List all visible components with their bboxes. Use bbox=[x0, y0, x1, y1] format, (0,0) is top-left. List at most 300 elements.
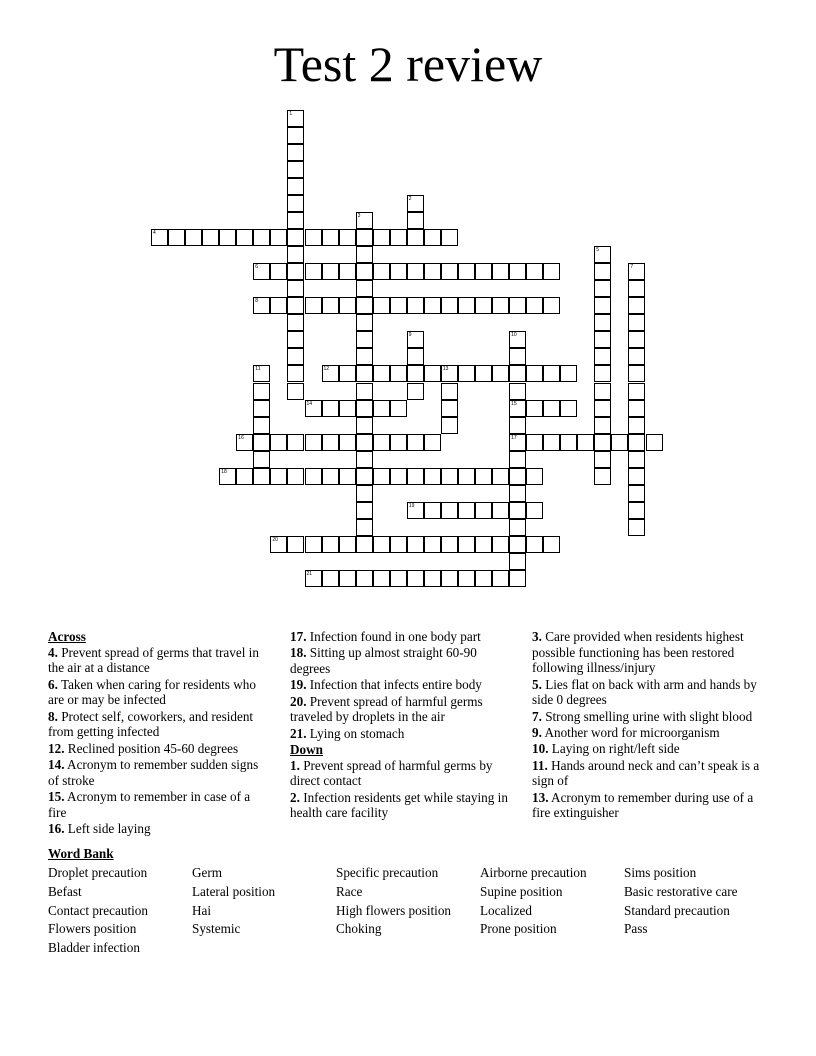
grid-cell[interactable] bbox=[270, 434, 287, 451]
grid-cell[interactable] bbox=[441, 383, 458, 400]
grid-cell[interactable] bbox=[356, 502, 373, 519]
grid-cell[interactable] bbox=[441, 365, 458, 382]
grid-cell[interactable] bbox=[287, 161, 304, 178]
grid-cell[interactable] bbox=[253, 229, 270, 246]
grid-cell[interactable] bbox=[424, 536, 441, 553]
grid-cell[interactable] bbox=[356, 536, 373, 553]
grid-cell[interactable] bbox=[492, 365, 509, 382]
grid-cell[interactable] bbox=[253, 451, 270, 468]
grid-cell[interactable] bbox=[509, 570, 526, 587]
grid-cell[interactable] bbox=[339, 263, 356, 280]
grid-cell[interactable] bbox=[458, 365, 475, 382]
clue-number: 7 bbox=[630, 264, 634, 271]
grid-cell[interactable] bbox=[356, 570, 373, 587]
grid-cell[interactable] bbox=[594, 297, 611, 314]
grid-cell[interactable] bbox=[577, 434, 594, 451]
grid-cell[interactable] bbox=[390, 229, 407, 246]
grid-cell[interactable] bbox=[305, 297, 322, 314]
grid-cell[interactable] bbox=[475, 263, 492, 280]
grid-cell[interactable] bbox=[509, 519, 526, 536]
grid-cell[interactable] bbox=[526, 468, 543, 485]
grid-cell[interactable] bbox=[509, 502, 526, 519]
clue-number-label: 15. bbox=[48, 788, 65, 804]
grid-cell[interactable] bbox=[458, 570, 475, 587]
grid-cell[interactable] bbox=[628, 314, 645, 331]
grid-cell[interactable] bbox=[475, 570, 492, 587]
grid-cell[interactable] bbox=[390, 536, 407, 553]
grid-cell[interactable] bbox=[407, 502, 424, 519]
clue-number-label: 16. bbox=[48, 820, 65, 836]
grid-cell[interactable] bbox=[424, 570, 441, 587]
grid-cell[interactable] bbox=[390, 297, 407, 314]
grid-cell[interactable] bbox=[594, 468, 611, 485]
grid-cell[interactable] bbox=[441, 263, 458, 280]
grid-cell[interactable] bbox=[628, 434, 645, 451]
grid-cell[interactable] bbox=[646, 434, 663, 451]
grid-cell[interactable] bbox=[322, 297, 339, 314]
grid-cell[interactable] bbox=[236, 468, 253, 485]
grid-cell[interactable] bbox=[594, 365, 611, 382]
grid-cell[interactable] bbox=[628, 297, 645, 314]
grid-cell[interactable] bbox=[628, 451, 645, 468]
grid-cell[interactable] bbox=[628, 485, 645, 502]
clue-number: 4 bbox=[153, 230, 156, 236]
grid-cell[interactable] bbox=[628, 280, 645, 297]
across-clue bbox=[290, 726, 512, 742]
word-bank-column bbox=[192, 864, 336, 939]
grid-cell[interactable] bbox=[373, 468, 390, 485]
clue-number-label: 1. bbox=[290, 757, 300, 773]
grid-cell[interactable] bbox=[628, 417, 645, 434]
grid-cell[interactable] bbox=[305, 536, 322, 553]
down-clue bbox=[290, 790, 512, 821]
clue-number: 13 bbox=[442, 366, 449, 373]
grid-cell[interactable] bbox=[594, 348, 611, 365]
grid-cell[interactable] bbox=[185, 229, 202, 246]
clue-text: Prevent spread of harmful germs traveled by droplets in the air bbox=[290, 693, 483, 725]
grid-cell[interactable] bbox=[305, 434, 322, 451]
clue-text: Laying on right/left side bbox=[548, 741, 680, 757]
grid-cell[interactable] bbox=[287, 195, 304, 212]
grid-cell[interactable] bbox=[356, 417, 373, 434]
word-bank-item: Specific precaution bbox=[336, 865, 439, 880]
grid-cell[interactable] bbox=[628, 383, 645, 400]
grid-cell[interactable] bbox=[526, 400, 543, 417]
grid-cell[interactable] bbox=[339, 468, 356, 485]
page-title: Test 2 review bbox=[273, 36, 543, 92]
grid-cell[interactable] bbox=[441, 400, 458, 417]
grid-cell[interactable] bbox=[151, 229, 168, 246]
grid-cell[interactable] bbox=[168, 229, 185, 246]
grid-cell[interactable] bbox=[492, 536, 509, 553]
word-bank-column bbox=[48, 864, 192, 958]
across-clue bbox=[48, 645, 270, 676]
word-bank-item: Standard precaution bbox=[624, 902, 730, 918]
grid-cell[interactable] bbox=[441, 502, 458, 519]
grid-cell[interactable] bbox=[407, 570, 424, 587]
grid-cell[interactable] bbox=[287, 246, 304, 263]
clue-number: 2 bbox=[408, 195, 412, 202]
grid-cell[interactable] bbox=[322, 570, 339, 587]
across-clue bbox=[290, 645, 512, 676]
grid-cell[interactable] bbox=[424, 229, 441, 246]
clue-number-label: 13. bbox=[532, 789, 549, 805]
grid-cell[interactable] bbox=[287, 263, 304, 280]
grid-cell[interactable] bbox=[407, 434, 424, 451]
grid-cell[interactable] bbox=[526, 297, 543, 314]
grid-cell[interactable] bbox=[509, 348, 526, 365]
word-bank-item: Sims position bbox=[624, 865, 697, 880]
grid-cell[interactable] bbox=[287, 314, 304, 331]
word-bank-item: Droplet precaution bbox=[48, 865, 148, 880]
clue-number-label: 4. bbox=[48, 644, 58, 660]
word-bank-column bbox=[336, 864, 480, 939]
grid-cell[interactable] bbox=[560, 400, 577, 417]
grid-cell[interactable] bbox=[373, 434, 390, 451]
grid-cell[interactable] bbox=[287, 144, 304, 161]
grid-cell[interactable] bbox=[373, 229, 390, 246]
grid-cell[interactable] bbox=[407, 331, 424, 348]
grid-cell[interactable] bbox=[628, 502, 645, 519]
grid-cell[interactable] bbox=[339, 229, 356, 246]
grid-cell[interactable] bbox=[287, 229, 304, 246]
grid-cell[interactable] bbox=[253, 468, 270, 485]
grid-cell[interactable] bbox=[526, 365, 543, 382]
grid-cell[interactable] bbox=[475, 468, 492, 485]
grid-cell[interactable] bbox=[287, 127, 304, 144]
grid-cell[interactable] bbox=[628, 365, 645, 382]
clue-number: 20 bbox=[272, 536, 278, 543]
grid-cell[interactable] bbox=[475, 365, 492, 382]
grid-cell[interactable] bbox=[305, 263, 322, 280]
grid-cell[interactable] bbox=[270, 263, 287, 280]
grid-cell[interactable] bbox=[305, 570, 322, 587]
grid-cell[interactable] bbox=[492, 570, 509, 587]
word-bank-item: Race bbox=[336, 883, 363, 899]
clue-number-label: 20. bbox=[290, 693, 307, 709]
clue-number-label: 5. bbox=[532, 676, 542, 692]
grid-cell[interactable] bbox=[628, 468, 645, 485]
grid-cell[interactable] bbox=[509, 263, 526, 280]
down-heading: Down bbox=[290, 742, 323, 758]
grid-cell[interactable] bbox=[356, 246, 373, 263]
clue-number-label: 9. bbox=[532, 724, 542, 740]
grid-cell[interactable] bbox=[322, 365, 339, 382]
grid-cell[interactable] bbox=[356, 229, 373, 246]
grid-cell[interactable] bbox=[407, 263, 424, 280]
grid-cell[interactable] bbox=[356, 365, 373, 382]
clue-text: Another word for microorganism bbox=[541, 724, 720, 740]
word-bank-column bbox=[624, 864, 768, 939]
grid-cell[interactable] bbox=[594, 314, 611, 331]
grid-cell[interactable] bbox=[356, 263, 373, 280]
grid-cell[interactable] bbox=[322, 434, 339, 451]
grid-cell[interactable] bbox=[356, 348, 373, 365]
grid-cell[interactable] bbox=[390, 365, 407, 382]
grid-cell[interactable] bbox=[356, 519, 373, 536]
grid-cell[interactable] bbox=[526, 536, 543, 553]
grid-cell[interactable] bbox=[322, 536, 339, 553]
grid-cell[interactable] bbox=[407, 468, 424, 485]
grid-cell[interactable] bbox=[407, 536, 424, 553]
grid-cell[interactable] bbox=[373, 365, 390, 382]
grid-cell[interactable] bbox=[219, 468, 236, 485]
grid-cell[interactable] bbox=[339, 400, 356, 417]
grid-cell[interactable] bbox=[356, 485, 373, 502]
grid-cell[interactable] bbox=[407, 212, 424, 229]
grid-cell[interactable] bbox=[475, 502, 492, 519]
grid-cell[interactable] bbox=[407, 229, 424, 246]
grid-cell[interactable] bbox=[356, 212, 373, 229]
grid-cell[interactable] bbox=[509, 365, 526, 382]
grid-cell[interactable] bbox=[356, 280, 373, 297]
grid-cell[interactable] bbox=[594, 246, 611, 263]
clue-number: 6 bbox=[255, 264, 259, 271]
grid-cell[interactable] bbox=[594, 400, 611, 417]
grid-cell[interactable] bbox=[594, 280, 611, 297]
across-heading: Across bbox=[48, 629, 86, 644]
word-bank-item: Befast bbox=[48, 883, 82, 899]
grid-cell[interactable] bbox=[509, 297, 526, 314]
grid-cell[interactable] bbox=[322, 263, 339, 280]
across-clue bbox=[290, 677, 512, 693]
grid-cell[interactable] bbox=[253, 297, 270, 314]
clue-text: Prevent spread of harmful germs by direct contact bbox=[290, 757, 493, 789]
grid-cell[interactable] bbox=[339, 570, 356, 587]
grid-cell[interactable] bbox=[458, 468, 475, 485]
grid-cell[interactable] bbox=[373, 297, 390, 314]
grid-cell[interactable] bbox=[356, 331, 373, 348]
grid-cell[interactable] bbox=[594, 331, 611, 348]
grid-cell[interactable] bbox=[594, 263, 611, 280]
grid-cell[interactable] bbox=[373, 536, 390, 553]
grid-cell[interactable] bbox=[509, 417, 526, 434]
grid-cell[interactable] bbox=[390, 263, 407, 280]
grid-cell[interactable] bbox=[339, 536, 356, 553]
grid-cell[interactable] bbox=[236, 229, 253, 246]
clue-number: 19 bbox=[408, 502, 415, 509]
down-clue bbox=[532, 790, 764, 821]
word-bank-item: Hai bbox=[192, 902, 212, 918]
grid-cell[interactable] bbox=[611, 434, 628, 451]
across-clue bbox=[290, 629, 512, 645]
grid-cell[interactable] bbox=[458, 263, 475, 280]
grid-cell[interactable] bbox=[287, 178, 304, 195]
grid-cell[interactable] bbox=[339, 434, 356, 451]
clue-text: Lying on stomach bbox=[306, 725, 405, 741]
clue-number: 8 bbox=[255, 298, 259, 305]
grid-cell[interactable] bbox=[441, 229, 458, 246]
grid-cell[interactable] bbox=[458, 502, 475, 519]
grid-cell[interactable] bbox=[628, 400, 645, 417]
word-bank-item: Localized bbox=[480, 902, 532, 918]
grid-cell[interactable] bbox=[390, 400, 407, 417]
grid-cell[interactable] bbox=[236, 434, 253, 451]
grid-cell[interactable] bbox=[492, 502, 509, 519]
grid-cell[interactable] bbox=[560, 365, 577, 382]
grid-cell[interactable] bbox=[356, 297, 373, 314]
grid-cell[interactable] bbox=[424, 434, 441, 451]
grid-cell[interactable] bbox=[424, 297, 441, 314]
grid-cell[interactable] bbox=[305, 468, 322, 485]
grid-cell[interactable] bbox=[322, 229, 339, 246]
grid-cell[interactable] bbox=[356, 451, 373, 468]
down-clue bbox=[532, 725, 764, 741]
clue-number-label: 12. bbox=[48, 740, 65, 756]
grid-cell[interactable] bbox=[407, 348, 424, 365]
grid-cell[interactable] bbox=[628, 348, 645, 365]
grid-cell[interactable] bbox=[305, 400, 322, 417]
grid-cell[interactable] bbox=[475, 297, 492, 314]
grid-cell[interactable] bbox=[492, 297, 509, 314]
clue-text: Taken when caring for residents who are or may be infected bbox=[48, 676, 256, 708]
clue-number-label: 18. bbox=[290, 645, 307, 661]
grid-cell[interactable] bbox=[219, 229, 236, 246]
grid-cell[interactable] bbox=[424, 263, 441, 280]
grid-cell[interactable] bbox=[424, 502, 441, 519]
grid-cell[interactable] bbox=[441, 417, 458, 434]
word-bank-column bbox=[480, 864, 624, 939]
grid-cell[interactable] bbox=[628, 263, 645, 280]
grid-cell[interactable] bbox=[287, 468, 304, 485]
grid-cell[interactable] bbox=[509, 331, 526, 348]
grid-cell[interactable] bbox=[373, 400, 390, 417]
grid-cell[interactable] bbox=[424, 365, 441, 382]
grid-cell[interactable] bbox=[526, 434, 543, 451]
grid-cell[interactable] bbox=[543, 434, 560, 451]
grid-cell[interactable] bbox=[253, 400, 270, 417]
grid-cell[interactable] bbox=[390, 468, 407, 485]
grid-cell[interactable] bbox=[287, 280, 304, 297]
grid-cell[interactable] bbox=[492, 263, 509, 280]
grid-cell[interactable] bbox=[509, 400, 526, 417]
grid-cell[interactable] bbox=[356, 434, 373, 451]
grid-cell[interactable] bbox=[475, 536, 492, 553]
clue-number: 17 bbox=[511, 434, 517, 441]
grid-cell[interactable] bbox=[270, 229, 287, 246]
grid-cell[interactable] bbox=[202, 229, 219, 246]
across-clue bbox=[48, 757, 270, 788]
grid-cell[interactable] bbox=[356, 400, 373, 417]
clue-number: 18 bbox=[221, 468, 227, 475]
grid-cell[interactable] bbox=[509, 468, 526, 485]
clue-number-label: 6. bbox=[48, 676, 58, 692]
grid-cell[interactable] bbox=[628, 519, 645, 536]
grid-cell[interactable] bbox=[270, 536, 287, 553]
grid-cell[interactable] bbox=[407, 383, 424, 400]
grid-cell[interactable] bbox=[287, 383, 304, 400]
grid-cell[interactable] bbox=[287, 365, 304, 382]
grid-cell[interactable] bbox=[253, 434, 270, 451]
grid-cell[interactable] bbox=[560, 434, 577, 451]
word-bank-item: Choking bbox=[336, 921, 382, 937]
grid-cell[interactable] bbox=[526, 263, 543, 280]
grid-cell[interactable] bbox=[305, 229, 322, 246]
grid-cell[interactable] bbox=[509, 383, 526, 400]
grid-cell[interactable] bbox=[492, 468, 509, 485]
grid-cell[interactable] bbox=[441, 536, 458, 553]
clue-number-label: 11. bbox=[532, 757, 548, 773]
grid-cell[interactable] bbox=[509, 485, 526, 502]
grid-cell[interactable] bbox=[287, 110, 304, 127]
grid-cell[interactable] bbox=[543, 365, 560, 382]
grid-cell[interactable] bbox=[407, 297, 424, 314]
down-clue bbox=[290, 758, 512, 789]
grid-cell[interactable] bbox=[441, 570, 458, 587]
grid-cell[interactable] bbox=[594, 451, 611, 468]
grid-cell[interactable] bbox=[356, 314, 373, 331]
grid-cell[interactable] bbox=[287, 348, 304, 365]
grid-cell[interactable] bbox=[390, 434, 407, 451]
grid-cell[interactable] bbox=[441, 297, 458, 314]
grid-cell[interactable] bbox=[526, 502, 543, 519]
grid-cell[interactable] bbox=[458, 297, 475, 314]
down-clue bbox=[532, 758, 764, 789]
grid-cell[interactable] bbox=[509, 451, 526, 468]
clue-number-label: 21. bbox=[290, 725, 307, 741]
grid-cell[interactable] bbox=[543, 297, 560, 314]
grid-cell[interactable] bbox=[458, 536, 475, 553]
grid-cell[interactable] bbox=[594, 434, 611, 451]
clue-number-label: 7. bbox=[532, 708, 542, 724]
grid-cell[interactable] bbox=[322, 400, 339, 417]
grid-cell[interactable] bbox=[441, 468, 458, 485]
grid-cell[interactable] bbox=[253, 383, 270, 400]
grid-cell[interactable] bbox=[287, 297, 304, 314]
grid-cell[interactable] bbox=[339, 297, 356, 314]
clue-number: 5 bbox=[596, 247, 600, 254]
grid-cell[interactable] bbox=[509, 553, 526, 570]
grid-cell[interactable] bbox=[628, 331, 645, 348]
clue-number: 1 bbox=[289, 110, 293, 117]
grid-cell[interactable] bbox=[270, 297, 287, 314]
grid-cell[interactable] bbox=[253, 263, 270, 280]
clue-number: 16 bbox=[238, 434, 244, 441]
word-bank-heading: Word Bank bbox=[48, 846, 114, 861]
grid-cell[interactable] bbox=[373, 263, 390, 280]
clue-number: 12 bbox=[323, 366, 330, 373]
grid-cell[interactable] bbox=[356, 468, 373, 485]
grid-cell[interactable] bbox=[373, 570, 390, 587]
grid-cell[interactable] bbox=[287, 434, 304, 451]
across-clue bbox=[48, 677, 270, 708]
grid-cell[interactable] bbox=[509, 434, 526, 451]
grid-cell[interactable] bbox=[424, 468, 441, 485]
grid-cell[interactable] bbox=[287, 331, 304, 348]
grid-cell[interactable] bbox=[322, 468, 339, 485]
grid-cell[interactable] bbox=[356, 383, 373, 400]
grid-cell[interactable] bbox=[543, 536, 560, 553]
grid-cell[interactable] bbox=[594, 417, 611, 434]
grid-cell[interactable] bbox=[390, 570, 407, 587]
word-bank-item: High flowers position bbox=[336, 902, 452, 918]
clue-number: 21 bbox=[306, 571, 313, 577]
clue-column-2 bbox=[290, 629, 512, 822]
grid-cell[interactable] bbox=[253, 417, 270, 434]
grid-cell[interactable] bbox=[543, 263, 560, 280]
grid-cell[interactable] bbox=[407, 195, 424, 212]
grid-cell[interactable] bbox=[270, 468, 287, 485]
grid-cell[interactable] bbox=[339, 365, 356, 382]
grid-cell[interactable] bbox=[287, 212, 304, 229]
grid-cell[interactable] bbox=[287, 536, 304, 553]
grid-cell[interactable] bbox=[509, 536, 526, 553]
grid-cell[interactable] bbox=[543, 400, 560, 417]
grid-cell[interactable] bbox=[594, 383, 611, 400]
word-bank-item: Airborne precaution bbox=[480, 865, 587, 880]
grid-cell[interactable] bbox=[253, 365, 270, 382]
grid-cell[interactable] bbox=[407, 365, 424, 382]
